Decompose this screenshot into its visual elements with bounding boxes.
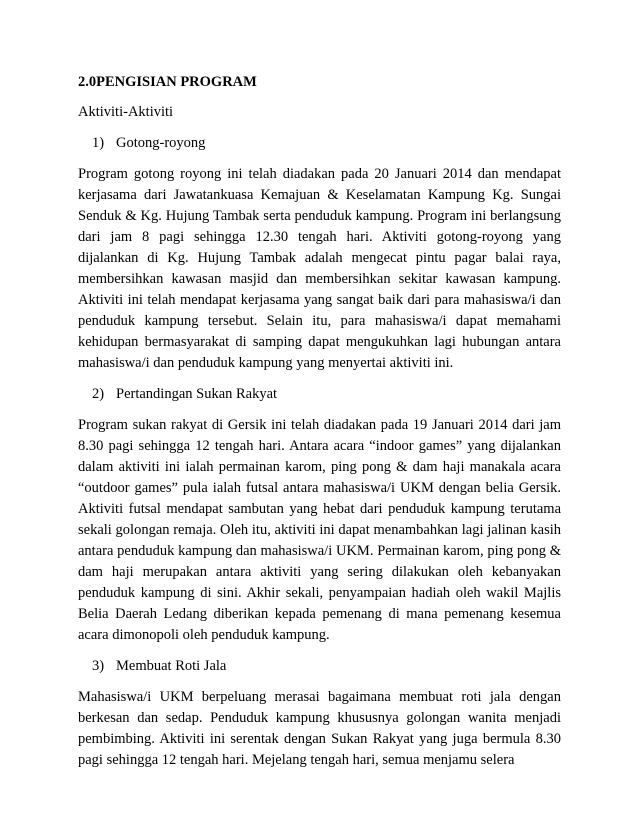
activities-subheading: Aktiviti-Aktiviti bbox=[78, 104, 174, 120]
list-item-gotong-royong bbox=[78, 133, 561, 153]
list-item-sukan-rakyat bbox=[78, 384, 561, 404]
list-number: 1) bbox=[92, 135, 105, 151]
list-number: 3) bbox=[92, 658, 105, 674]
list-item-roti-jala bbox=[78, 656, 561, 676]
list-number: 2) bbox=[92, 386, 105, 402]
paragraph-gotong-royong: Program gotong royong ini telah diadakan pada 20 Januari 2014 dan mendapat kerjasama dari Jawatankuasa Kemajuan & Keselamatan Kampung Kg. Sungai Senduk & Kg. Hujung Tambak serta penduduk kampung. Program ini berlangsung dari jam 8 pagi sehingga 12.30 tengah hari. Aktiviti gotong-royong yang dijalankan di Kg. Hujung Tambak adalah mengecat pintu pagar balai raya, membersihkan kawasan masjid dan membersihkan sekitar kawasan kampung. Aktiviti ini telah mendapat kerjasama yang sangat baik dari para mahasiswa/i dan penduduk kampung tersebut. Selain itu, para mahasiswa/i dapat memahami kehidupan bermasyarakat di samping dapat mengukuhkan lagi hubungan antara mahasiswa/i dan penduduk kampung yang menyertai aktiviti ini. bbox=[78, 166, 561, 371]
list-title: Pertandingan Sukan Rakyat bbox=[116, 386, 278, 402]
list-title: Gotong-royong bbox=[116, 135, 206, 151]
section-heading: 2.0PENGISIAN PROGRAM bbox=[78, 74, 257, 90]
list-title: Membuat Roti Jala bbox=[116, 658, 227, 674]
document-page bbox=[78, 72, 561, 781]
paragraph-sukan-rakyat: Program sukan rakyat di Gersik ini telah diadakan pada 19 Januari 2014 dari jam 8.30 pagi sehingga 12 tengah hari. Antara acara “indoor games” yang dijalankan dalam aktiviti ini ialah permainan karom, ping pong & dam haji manakala acara “outdoor games” pula ialah futsal antara mahasiswa/i UKM dengan belia Gersik. Aktiviti futsal mendapat sambutan yang hebat dari penduduk kampung terutama sekali golongan remaja. Oleh itu, aktiviti ini dapat menambahkan lagi jalinan kasih antara penduduk kampung dan mahasiswa/i UKM. Permainan karom, ping pong & dam haji merupakan antara aktiviti yang sering dilakukan oleh kebanyakan penduduk kampung di sini. Akhir sekali, penyampaian hadiah oleh wakil Majlis Belia Daerah Ledang diberikan kepada pemenang di mana pemenang kesemua acara dimonopoli oleh penduduk kampung. bbox=[78, 417, 561, 643]
paragraph-roti-jala: Mahasiswa/i UKM berpeluang merasai bagaimana membuat roti jala dengan berkesan dan sedap. Penduduk kampung khususnya golongan wanita menjadi pembimbing. Aktiviti ini serentak dengan Sukan Rakyat yang juga bermula 8.30 pagi sehingga 12 tengah hari. Mejelang tengah hari, semua menjamu selera bbox=[78, 689, 561, 768]
